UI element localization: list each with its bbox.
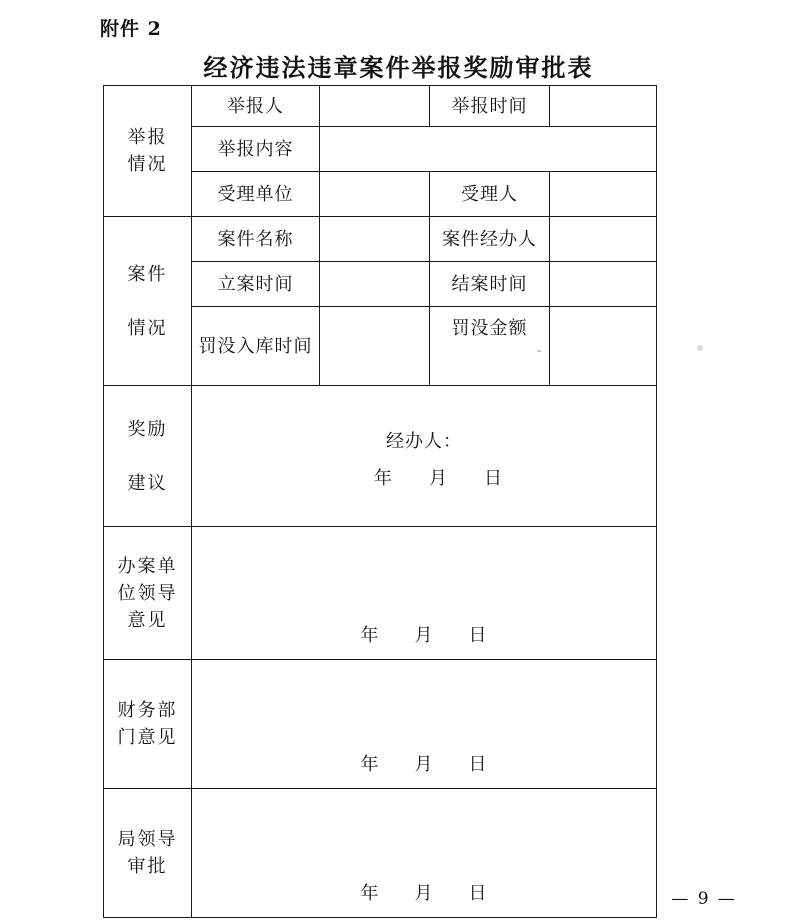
date-day: 日 <box>468 754 488 775</box>
field-label-case-name: 案件名称 <box>192 217 320 262</box>
field-value-accepting-unit[interactable] <box>320 172 430 217</box>
approval-form-table <box>103 85 657 918</box>
field-value-case-handler[interactable] <box>550 217 657 262</box>
field-value-closing-time[interactable] <box>550 262 657 307</box>
section-label-reward-suggestion: 奖励 建议 <box>104 386 192 527</box>
date-month: 月 <box>414 754 434 775</box>
section-label-case-unit-leader-opinion: 办案单 位领导 意见 <box>104 527 192 660</box>
field-label-informant: 举报人 <box>192 86 320 127</box>
field-label-confiscation-deposit-time: 罚没入库时间 <box>192 307 320 386</box>
table-row <box>104 527 657 660</box>
field-label-closing-time: 结案时间 <box>430 262 550 307</box>
signature-label-handler: 经办人： <box>386 431 462 452</box>
field-label-confiscation-amount: 罚没金额 <box>430 307 550 386</box>
table-row <box>104 386 657 527</box>
section-label-bureau-leader-approval: 局领导 审批 <box>104 789 192 918</box>
page-title: 经济违法违章案件举报奖励审批表 <box>203 53 594 82</box>
page-number: — 9 — <box>671 889 737 909</box>
field-label-filing-time: 立案时间 <box>192 262 320 307</box>
date-month: 月 <box>414 625 434 646</box>
section-label-case: 案件 情况 <box>104 217 192 386</box>
table-row <box>104 660 657 789</box>
date-line <box>192 622 656 659</box>
date-line <box>192 455 656 492</box>
date-month: 月 <box>429 468 448 489</box>
field-value-filing-time[interactable] <box>320 262 430 307</box>
attachment-label: 附件 2 <box>100 18 162 40</box>
approval-block-case-unit-leader[interactable] <box>192 527 657 660</box>
field-value-case-name[interactable] <box>320 217 430 262</box>
date-day: 日 <box>484 468 503 489</box>
field-label-report-content: 举报内容 <box>192 127 320 172</box>
table-row <box>104 789 657 918</box>
date-day: 日 <box>468 883 488 904</box>
field-value-report-time[interactable] <box>550 86 657 127</box>
approval-block-reward-suggestion[interactable] <box>192 386 657 527</box>
table-row <box>104 86 657 127</box>
approval-block-finance[interactable] <box>192 660 657 789</box>
field-label-report-time: 举报时间 <box>430 86 550 127</box>
date-line <box>192 751 656 788</box>
field-value-report-content[interactable] <box>320 127 657 172</box>
date-year: 年 <box>360 625 380 646</box>
scan-speck <box>697 345 703 351</box>
date-year: 年 <box>374 468 393 489</box>
section-label-finance-opinion: 财务部 门意见 <box>104 660 192 789</box>
field-value-informant[interactable] <box>320 86 430 127</box>
field-label-acceptor: 受理人 <box>430 172 550 217</box>
field-label-accepting-unit: 受理单位 <box>192 172 320 217</box>
date-year: 年 <box>360 754 380 775</box>
section-label-report: 举报 情况 <box>104 86 192 217</box>
date-line <box>192 880 656 917</box>
approval-block-bureau-leader[interactable] <box>192 789 657 918</box>
date-month: 月 <box>414 883 434 904</box>
field-value-confiscation-amount[interactable] <box>550 307 657 386</box>
date-day: 日 <box>468 625 488 646</box>
date-year: 年 <box>360 883 380 904</box>
field-value-acceptor[interactable] <box>550 172 657 217</box>
table-row <box>104 217 657 262</box>
field-value-confiscation-deposit-time[interactable] <box>320 307 430 386</box>
field-label-case-handler: 案件经办人 <box>430 217 550 262</box>
